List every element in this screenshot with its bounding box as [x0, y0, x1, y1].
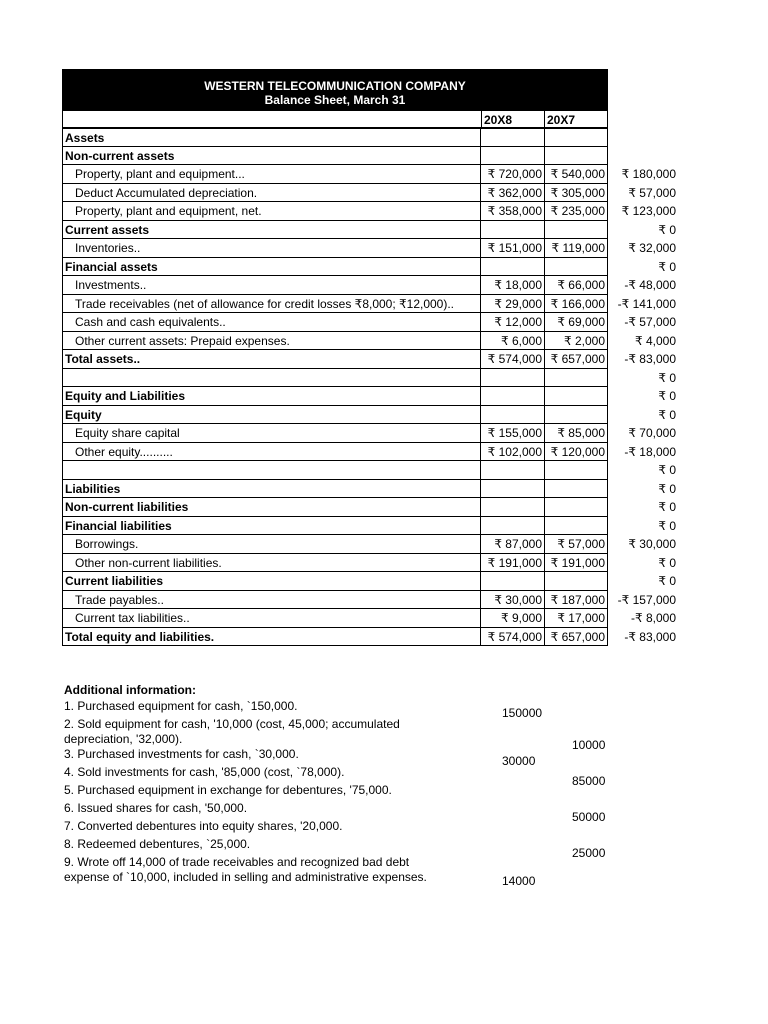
row-label: Liabilities: [62, 480, 481, 499]
additional-info-item: [64, 699, 764, 720]
value-change: ₹ 0: [658, 481, 676, 496]
value-20x8: ₹ 12,000: [481, 313, 545, 332]
additional-info-amount: 85000: [572, 774, 606, 788]
value-change: ₹ 4,000: [635, 333, 676, 348]
value-20x8: ₹ 18,000: [481, 276, 545, 295]
value-change: -₹ 8,000: [631, 611, 676, 625]
additional-info-amount: 10000: [572, 738, 606, 752]
value-20x7: ₹ 191,000: [545, 554, 608, 573]
value-20x7: [545, 498, 608, 517]
sheet-subtitle: Balance Sheet, March 31: [264, 93, 406, 107]
value-change: ₹ 57,000: [628, 185, 676, 200]
value-20x8: ₹ 574,000: [481, 628, 545, 647]
additional-info-text: 6. Issued shares for cash, '50,000.: [64, 801, 248, 815]
additional-info-text: 2. Sold equipment for cash, '10,000 (cost, 45,000; accumulated depreciation, '32,000).: [64, 717, 400, 746]
value-change: -₹ 141,000: [617, 296, 676, 311]
value-20x8: [481, 517, 545, 536]
row-label: Current tax liabilities..: [62, 609, 481, 628]
value-20x7: ₹ 57,000: [545, 535, 608, 554]
value-20x8: ₹ 9,000: [481, 609, 545, 628]
value-20x7: ₹ 235,000: [545, 202, 608, 221]
value-change: -₹ 48,000: [624, 278, 676, 292]
value-20x7: [545, 258, 608, 277]
value-20x8: ₹ 155,000: [481, 424, 545, 443]
value-change: ₹ 32,000: [628, 241, 676, 255]
value-20x8: [481, 461, 545, 480]
row-label: Trade receivables (net of allowance for credit losses ₹8,000; ₹12,000)..: [62, 295, 481, 314]
row-label: Non-current liabilities: [62, 498, 481, 517]
value-20x8: ₹ 29,000: [481, 295, 545, 314]
value-20x8: [481, 258, 545, 277]
value-20x8: ₹ 30,000: [481, 591, 545, 610]
row-label: Investments..: [62, 276, 481, 295]
row-label: Assets: [62, 128, 481, 147]
value-change: ₹ 0: [658, 222, 676, 237]
additional-info-text: 4. Sold investments for cash, '85,000 (cost, `78,000).: [64, 765, 345, 779]
value-20x8: ₹ 6,000: [481, 332, 545, 351]
value-20x8: ₹ 191,000: [481, 554, 545, 573]
additional-info-text: 9. Wrote off 14,000 of trade receivables and recognized bad debt expense of `10,000, included in selling and administrative expenses.: [64, 855, 427, 884]
row-label: Trade payables..: [62, 591, 481, 610]
value-change: ₹ 180,000: [621, 167, 676, 181]
year-header-20x7: 20X7: [545, 110, 608, 128]
value-20x7: [545, 221, 608, 240]
row-label: Property, plant and equipment...: [62, 165, 481, 184]
additional-info-amount: 25000: [572, 846, 606, 860]
value-20x8: [481, 406, 545, 425]
row-label: Deduct Accumulated depreciation.: [62, 184, 481, 203]
year-header-blank: [62, 110, 481, 128]
value-20x7: ₹ 540,000: [545, 165, 608, 184]
row-label: Equity: [62, 406, 481, 425]
value-change: ₹ 0: [658, 574, 676, 588]
value-change: ₹ 0: [658, 463, 676, 477]
value-20x8: [481, 369, 545, 388]
value-20x7: ₹ 2,000: [545, 332, 608, 351]
value-change: ₹ 123,000: [621, 204, 676, 218]
additional-info-item: [64, 717, 764, 752]
value-change: ₹ 0: [658, 389, 676, 403]
value-20x8: [481, 387, 545, 406]
value-20x7: ₹ 657,000: [545, 628, 608, 647]
value-20x7: ₹ 166,000: [545, 295, 608, 314]
value-20x7: ₹ 66,000: [545, 276, 608, 295]
value-20x7: [545, 406, 608, 425]
value-20x8: ₹ 720,000: [481, 165, 545, 184]
additional-info-item: [64, 855, 764, 888]
additional-info-amount: 50000: [572, 810, 606, 824]
value-20x8: ₹ 358,000: [481, 202, 545, 221]
company-name: WESTERN TELECOMMUNICATION COMPANY: [204, 79, 466, 93]
value-20x8: ₹ 151,000: [481, 239, 545, 258]
value-change: ₹ 0: [658, 370, 676, 385]
row-label: Current liabilities: [62, 572, 481, 591]
value-change: ₹ 0: [658, 500, 676, 514]
value-change: -₹ 57,000: [624, 315, 676, 329]
value-20x7: ₹ 657,000: [545, 350, 608, 369]
row-label: Inventories..: [62, 239, 481, 258]
additional-info-item: [64, 801, 764, 824]
balance-sheet-header: [62, 69, 608, 110]
row-label: Equity and Liabilities: [62, 387, 481, 406]
row-label: Total equity and liabilities.: [62, 628, 481, 647]
row-label: Borrowings.: [62, 535, 481, 554]
value-20x7: ₹ 305,000: [545, 184, 608, 203]
value-20x7: ₹ 17,000: [545, 609, 608, 628]
value-20x7: [545, 461, 608, 480]
value-20x7: [545, 387, 608, 406]
additional-information: [64, 681, 764, 888]
value-20x8: ₹ 87,000: [481, 535, 545, 554]
row-label: [62, 369, 481, 388]
value-20x8: [481, 128, 545, 147]
value-change: ₹ 0: [658, 518, 676, 533]
value-20x8: [481, 147, 545, 166]
row-label: Other non-current liabilities.: [62, 554, 481, 573]
additional-info-text: 5. Purchased equipment in exchange for debentures, '75,000.: [64, 783, 392, 797]
row-label: [62, 461, 481, 480]
value-20x8: ₹ 574,000: [481, 350, 545, 369]
additional-info-item: [64, 837, 764, 860]
value-change: -₹ 18,000: [624, 444, 676, 459]
additional-info-item: [64, 747, 764, 768]
value-20x8: ₹ 362,000: [481, 184, 545, 203]
value-change: ₹ 30,000: [628, 537, 676, 551]
additional-info-item: [64, 819, 764, 837]
row-label: Equity share capital: [62, 424, 481, 443]
value-change: -₹ 83,000: [624, 629, 676, 644]
value-20x8: [481, 498, 545, 517]
value-20x7: [545, 572, 608, 591]
value-20x7: [545, 517, 608, 536]
additional-info-title: Additional information:: [64, 683, 196, 697]
value-change: [608, 128, 676, 147]
additional-info-text: 3. Purchased investments for cash, `30,000.: [64, 747, 299, 761]
additional-info-amount: 30000: [502, 754, 536, 768]
row-label: Total assets..: [62, 350, 481, 369]
row-label: Non-current assets: [62, 147, 481, 166]
row-label: Financial liabilities: [62, 517, 481, 536]
additional-info-text: 7. Converted debentures into equity shares, '20,000.: [64, 819, 343, 833]
additional-info-item: [64, 765, 764, 788]
additional-info-text: 8. Redeemed debentures, `25,000.: [64, 837, 251, 851]
row-label: Other current assets: Prepaid expenses.: [62, 332, 481, 351]
value-20x8: [481, 480, 545, 499]
value-20x7: [545, 480, 608, 499]
value-20x7: [545, 369, 608, 388]
row-label: Property, plant and equipment, net.: [62, 202, 481, 221]
additional-info-text: 1. Purchased equipment for cash, `150,000.: [64, 699, 298, 713]
value-change: ₹ 70,000: [628, 426, 676, 440]
value-change: ₹ 0: [658, 555, 676, 570]
value-20x7: ₹ 69,000: [545, 313, 608, 332]
value-change: ₹ 0: [658, 407, 676, 422]
value-20x7: ₹ 120,000: [545, 443, 608, 462]
year-header-20x8: 20X8: [481, 110, 545, 128]
value-change: [608, 147, 676, 166]
additional-info-amount: 150000: [502, 706, 543, 720]
value-20x7: [545, 147, 608, 166]
additional-info-item: [64, 783, 764, 801]
value-20x7: ₹ 187,000: [545, 591, 608, 610]
row-label: Financial assets: [62, 258, 481, 277]
value-20x7: ₹ 85,000: [545, 424, 608, 443]
row-label: Current assets: [62, 221, 481, 240]
value-20x8: [481, 221, 545, 240]
value-20x8: [481, 572, 545, 591]
row-label: Other equity..........: [62, 443, 481, 462]
value-change: -₹ 83,000: [624, 352, 676, 366]
value-20x7: [545, 128, 608, 147]
value-change: -₹ 157,000: [617, 592, 676, 607]
value-20x7: ₹ 119,000: [545, 239, 608, 258]
additional-info-amount: 14000: [502, 874, 536, 888]
row-label: Cash and cash equivalents..: [62, 313, 481, 332]
value-change: ₹ 0: [658, 259, 676, 274]
value-20x8: ₹ 102,000: [481, 443, 545, 462]
